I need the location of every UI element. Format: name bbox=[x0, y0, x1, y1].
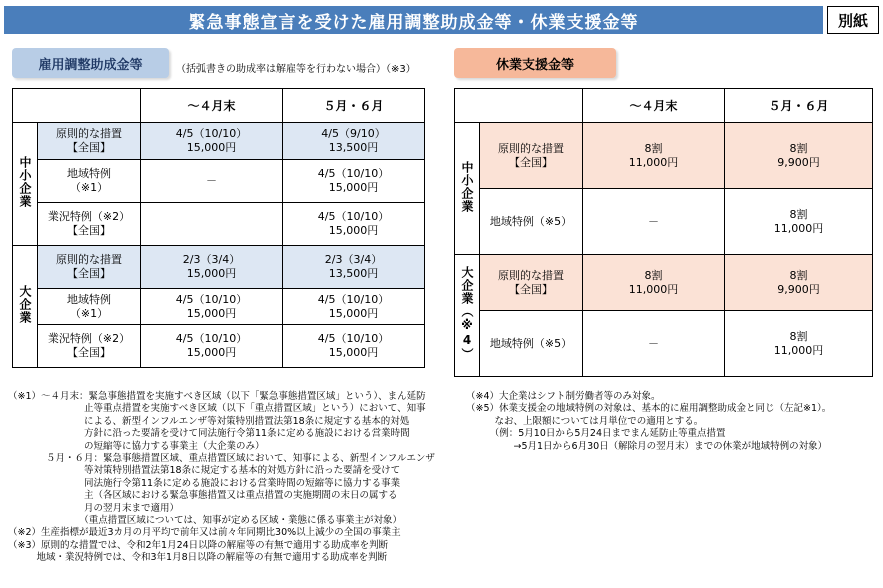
cell-line: 業況特例（※2） bbox=[47, 332, 131, 345]
notes-right bbox=[466, 391, 831, 453]
group-label bbox=[455, 123, 480, 255]
leave-support-table bbox=[454, 88, 873, 377]
cell-line: 原則的な措置 bbox=[498, 141, 564, 155]
note-line: （例：5月10日から5月24日までまん延防止等重点措置 bbox=[466, 428, 726, 440]
note-line: なお、上限額については月単位での適用とする。 bbox=[466, 415, 704, 427]
cell-line: （※1） bbox=[69, 181, 109, 194]
table-row bbox=[13, 160, 425, 203]
note-line: （※2）生産指標が最近3カ月の月平均で前年又は前々年同期比30%以上減少の全国の事業主 bbox=[8, 527, 401, 539]
group-label bbox=[13, 123, 38, 246]
notes-left bbox=[8, 391, 435, 565]
value-cell bbox=[725, 189, 873, 255]
group-name: 中小企業 bbox=[460, 160, 474, 213]
cell-line: 地域特例（※5） bbox=[489, 336, 573, 350]
value-cell bbox=[141, 203, 283, 246]
cell-line: 地域特例 bbox=[67, 292, 111, 306]
cell-line: 4/5（10/10） bbox=[175, 127, 248, 140]
note-line: 止等重点措置を実施すべき区域（以下「重点措置区域」という）において、知事 bbox=[8, 403, 426, 415]
row-label bbox=[38, 289, 141, 325]
value-cell bbox=[583, 189, 725, 255]
row-label bbox=[480, 189, 583, 255]
note-line: →5月1日から6月30日（解除月の翌月末）までの休業が地域特例の対象） bbox=[466, 440, 828, 452]
value-cell bbox=[283, 160, 425, 203]
cell-line: － bbox=[648, 214, 659, 228]
cell-line: 【全国】 bbox=[509, 282, 553, 296]
cell-line: 15,000円 bbox=[328, 306, 379, 320]
table-row bbox=[13, 289, 425, 325]
column-header: ～４月末 bbox=[141, 89, 283, 123]
cell-line: 11,000円 bbox=[773, 221, 824, 235]
note-line: 方針に沿った要請を受けて同法施行令第11条に定める施設における営業時間 bbox=[8, 428, 410, 440]
table-row bbox=[13, 203, 425, 246]
cell-line: 13,500円 bbox=[328, 141, 379, 154]
cell-line: 15,000円 bbox=[328, 181, 379, 194]
value-cell bbox=[583, 123, 725, 189]
column-header: ５月・６月 bbox=[283, 89, 425, 123]
cell-line: 8割 bbox=[644, 141, 663, 155]
cell-line: 原則的な措置 bbox=[56, 127, 122, 140]
cell-line: 2/3（3/4） bbox=[324, 253, 383, 266]
cell-line: 原則的な措置 bbox=[498, 268, 564, 282]
value-cell bbox=[725, 123, 873, 189]
cell-line: 4/5（9/10） bbox=[321, 127, 386, 140]
cell-line: 15,000円 bbox=[186, 346, 237, 359]
table-row bbox=[455, 189, 873, 255]
cell-line: 【全国】 bbox=[67, 346, 111, 359]
group-name: 大企業 bbox=[18, 285, 32, 324]
header-row bbox=[455, 89, 873, 123]
value-cell bbox=[725, 311, 873, 377]
cell-line: 2/3（3/4） bbox=[182, 253, 241, 266]
column-header: ５月・６月 bbox=[725, 89, 873, 123]
value-cell bbox=[583, 311, 725, 377]
table-row bbox=[455, 311, 873, 377]
note-line: 地域・業況特例では、令和3年1月8日以降の解雇等の有無で適用する助成率を判断 bbox=[8, 552, 388, 564]
note-line: （※1）～４月末：緊急事態措置を実施すべき区域（以下「緊急事態措置区域」という）、まん延防 bbox=[8, 391, 426, 402]
note-line: （※4）大企業はシフト制労働者等のみ対象。 bbox=[466, 391, 661, 402]
cell-line: 【全国】 bbox=[67, 267, 111, 280]
cell-line: 13,500円 bbox=[328, 267, 379, 280]
cell-line: 8割 bbox=[789, 207, 808, 221]
right-section-label: 休業支援金等 bbox=[454, 48, 616, 78]
annex-label: 別紙 bbox=[827, 6, 879, 34]
cell-line: 地域特例 bbox=[67, 167, 111, 180]
row-label bbox=[38, 123, 141, 160]
cell-line: 原則的な措置 bbox=[56, 253, 122, 266]
cell-line: 9,900円 bbox=[777, 155, 820, 169]
row-label bbox=[480, 123, 583, 189]
group-name: 中小企業 bbox=[18, 156, 32, 208]
left-section-note: （括弧書きの助成率は解雇等を行わない場合）（※3） bbox=[176, 64, 416, 75]
value-cell bbox=[283, 246, 425, 289]
table-row bbox=[13, 123, 425, 160]
table-row bbox=[455, 255, 873, 311]
cell-line: 15,000円 bbox=[186, 267, 237, 280]
header-blank bbox=[13, 89, 141, 123]
cell-line: 15,000円 bbox=[328, 224, 379, 237]
note-line: 月の翌月末まで適用） bbox=[8, 502, 180, 514]
row-label bbox=[480, 311, 583, 377]
cell-line: 地域特例（※5） bbox=[489, 214, 573, 228]
table-row bbox=[13, 246, 425, 289]
group-label bbox=[455, 255, 480, 377]
cell-line: 4/5（10/10） bbox=[317, 167, 390, 180]
cell-line: 11,000円 bbox=[773, 343, 824, 357]
cell-line: 15,000円 bbox=[328, 346, 379, 359]
row-label bbox=[38, 160, 141, 203]
note-line: の短縮等に協力する事業主（大企業のみ） bbox=[8, 440, 265, 452]
note-line: 主（各区域における緊急事態措置又は重点措置の実施期間の末日の属する bbox=[8, 490, 398, 502]
value-cell bbox=[583, 255, 725, 311]
row-label bbox=[38, 325, 141, 368]
note-line: 同法施行令第11条に定める施設における営業時間の短縮等に協力する事業 bbox=[8, 477, 401, 489]
cell-line: 8割 bbox=[789, 141, 808, 155]
cell-line: 15,000円 bbox=[186, 141, 237, 154]
cell-line: 11,000円 bbox=[628, 155, 679, 169]
cell-line: （※1） bbox=[69, 306, 109, 320]
cell-line: 【全国】 bbox=[67, 224, 111, 237]
table-row bbox=[455, 123, 873, 189]
employment-subsidy-table bbox=[12, 88, 425, 368]
row-label bbox=[38, 203, 141, 246]
column-header: ～４月末 bbox=[583, 89, 725, 123]
value-cell bbox=[283, 123, 425, 160]
header-blank bbox=[455, 89, 583, 123]
value-cell bbox=[141, 160, 283, 203]
cell-line: － bbox=[206, 174, 217, 187]
cell-line: 4/5（10/10） bbox=[175, 332, 248, 345]
value-cell bbox=[725, 255, 873, 311]
cell-line: 9,900円 bbox=[777, 282, 820, 296]
header-row bbox=[13, 89, 425, 123]
value-cell bbox=[283, 289, 425, 325]
table-row bbox=[13, 325, 425, 368]
cell-line: 8割 bbox=[789, 268, 808, 282]
cell-line: 4/5（10/10） bbox=[317, 332, 390, 345]
value-cell bbox=[141, 246, 283, 289]
value-cell bbox=[283, 325, 425, 368]
value-cell bbox=[283, 203, 425, 246]
cell-line: 11,000円 bbox=[628, 282, 679, 296]
page-title: 緊急事態宣言を受けた雇用調整助成金等・休業支援金等 bbox=[4, 6, 823, 34]
cell-line: 業況特例（※2） bbox=[47, 210, 131, 223]
note-line: ５月・６月：緊急事態措置区域、重点措置区域において、知事による、新型インフルエンザ bbox=[8, 453, 435, 465]
note-line: （※5）休業支援金の地域特例の対象は、基本的に雇用調整助成金と同じ（左記※1）。 bbox=[466, 403, 832, 415]
left-section-label: 雇用調整助成金等 bbox=[12, 48, 169, 78]
value-cell bbox=[141, 123, 283, 160]
row-label bbox=[38, 246, 141, 289]
note-line: 等対策特別措置法第18条に規定する基本的対処方針に沿った要請を受けて bbox=[8, 465, 401, 477]
cell-line: 4/5（10/10） bbox=[317, 210, 390, 223]
value-cell bbox=[141, 325, 283, 368]
cell-line: 15,000円 bbox=[186, 306, 237, 320]
group-label bbox=[13, 246, 38, 368]
cell-line: 4/5（10/10） bbox=[317, 292, 390, 306]
note-line: （※3）原則的な措置では、令和2年1月24日以降の解雇等の有無で適用する助成率を判断 bbox=[8, 539, 389, 551]
cell-line: 4/5（10/10） bbox=[175, 292, 248, 306]
value-cell bbox=[141, 289, 283, 325]
note-line: （重点措置区域については、知事が定める区域・業態に係る事業主が対象） bbox=[8, 515, 403, 527]
cell-line: － bbox=[648, 336, 659, 350]
cell-line: 【全国】 bbox=[509, 155, 553, 169]
note-line: による、新型インフルエンザ等対策特別措置法第18条に規定する基本的対処 bbox=[8, 415, 410, 427]
cell-line: 【全国】 bbox=[67, 141, 111, 154]
cell-line: 8割 bbox=[789, 329, 808, 343]
group-name: 大企業（※4） bbox=[460, 266, 474, 361]
cell-line: 8割 bbox=[644, 268, 663, 282]
row-label bbox=[480, 255, 583, 311]
